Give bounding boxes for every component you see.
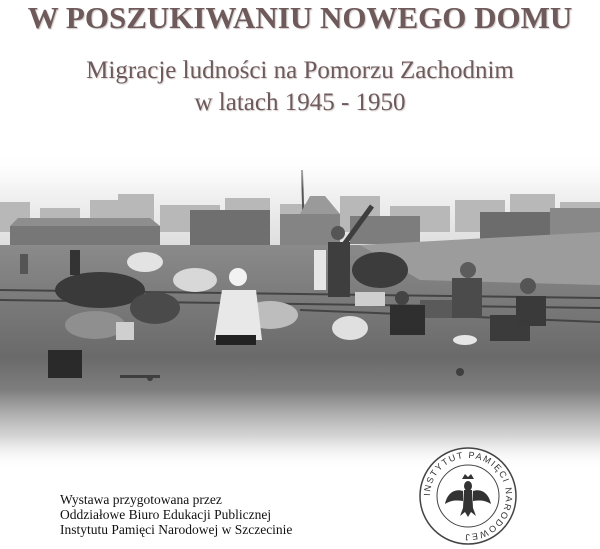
exhibition-credits (60, 492, 292, 537)
credits-line-3: Instytutu Pamięci Narodowej w Szczecinie (60, 522, 293, 537)
historical-photo (0, 150, 600, 470)
exhibition-title: W POSZUKIWANIU NOWEGO DOMU (27, 0, 573, 35)
exhibition-subtitle-line2: w latach 1945 - 1950 (194, 89, 406, 116)
credits-line-2: Oddziałowe Biuro Edukacji Publicznej (60, 507, 272, 522)
credits-line-1: Wystawa przygotowana przez (60, 492, 222, 507)
exhibition-subtitle-line1: Migracje ludności na Pomorzu Zachodnim (86, 57, 514, 84)
svg-text:INSTYTUT PAMIĘCI NARODOWEJ: INSTYTUT PAMIĘCI NARODOWEJ (421, 449, 515, 543)
ipn-seal (418, 446, 518, 546)
